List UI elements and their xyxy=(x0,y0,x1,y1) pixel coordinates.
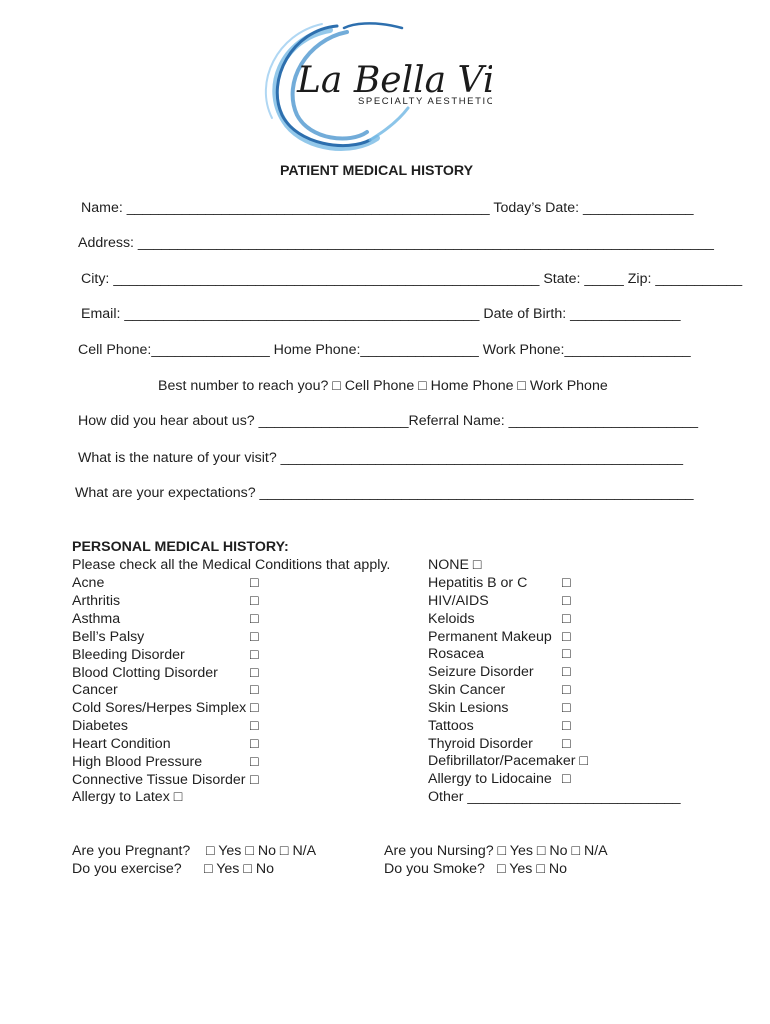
condition-label: Asthma xyxy=(72,610,121,627)
condition-checkbox[interactable]: □ xyxy=(562,717,571,734)
nursing-question[interactable]: Are you Nursing? □ Yes □ No □ N/A xyxy=(384,843,608,859)
condition-checkbox[interactable]: □ xyxy=(250,628,259,645)
condition-label: Thyroid Disorder xyxy=(428,735,533,752)
condition-checkbox[interactable]: □ xyxy=(250,575,259,591)
nature-visit-field[interactable]: What is the nature of your visit? ___________________________________________________ xyxy=(78,450,684,466)
condition-checkbox[interactable]: □ xyxy=(250,592,259,609)
condition-checkbox[interactable]: □ xyxy=(250,700,259,717)
condition-checkbox[interactable]: □ xyxy=(562,682,571,699)
name-date-field[interactable]: Name: ______________________________________________ Today’s Date: ______________ xyxy=(81,200,694,216)
condition-label: Arthritis xyxy=(72,592,121,609)
condition-checkbox[interactable]: □ xyxy=(250,682,259,699)
condition-none[interactable]: NONE □ xyxy=(428,557,482,573)
condition-checkbox[interactable]: □ xyxy=(562,699,571,716)
condition-label: Diabetes xyxy=(72,718,128,735)
condition-checkbox[interactable]: □ xyxy=(562,735,571,752)
pregnant-options[interactable]: □ Yes □ No □ N/A xyxy=(206,843,317,859)
condition-checkbox[interactable]: □ xyxy=(250,771,259,788)
hear-about-field[interactable]: How did you hear about us? ___________________Referral Name: ________________________ xyxy=(78,413,699,429)
condition-label: Hepatitis B or C xyxy=(428,575,528,591)
brand-logo xyxy=(252,20,492,155)
condition-checkbox[interactable]: □ xyxy=(562,592,571,609)
logo-swirl-graphic xyxy=(252,20,492,155)
smoke-options[interactable]: □ Yes □ No xyxy=(497,861,567,877)
condition-label: Connective Tissue Disorder xyxy=(72,771,246,788)
condition-label: HIV/AIDS xyxy=(428,592,489,609)
condition-checkbox[interactable]: □ xyxy=(250,610,259,627)
condition-checkbox[interactable]: □ xyxy=(250,736,259,753)
checkbox[interactable]: □ xyxy=(562,771,571,787)
condition-allergy-latex[interactable]: Allergy to Latex □ xyxy=(72,789,183,805)
condition-label: Bleeding Disorder xyxy=(72,646,185,663)
condition-checkbox[interactable]: □ xyxy=(562,646,571,663)
condition-checkbox[interactable]: □ xyxy=(562,575,571,591)
email-dob-field[interactable]: Email: _____________________________________________ Date of Birth: ______________ xyxy=(81,306,681,322)
condition-label: Bell’s Palsy xyxy=(72,628,145,645)
medical-instruction: Please check all the Medical Conditions that apply. xyxy=(72,557,391,573)
exercise-options[interactable]: □ Yes □ No xyxy=(204,861,274,877)
condition-checkbox[interactable]: □ xyxy=(250,754,259,770)
condition-label: Keloids xyxy=(428,610,475,627)
expectations-field[interactable]: What are your expectations? _______________________________________________________ xyxy=(75,485,694,501)
form-title: PATIENT MEDICAL HISTORY xyxy=(280,163,474,179)
condition-label: Permanent Makeup xyxy=(428,628,552,645)
logo-subtitle: SPECIALTY AESTHETICS xyxy=(358,96,492,107)
condition-label: Acne xyxy=(72,575,105,591)
condition-label: Cold Sores/Herpes Simplex xyxy=(72,700,247,717)
condition-other[interactable]: Other ___________________________ xyxy=(428,789,681,805)
medical-history-heading: PERSONAL MEDICAL HISTORY: xyxy=(72,539,289,555)
condition-label: Rosacea xyxy=(428,646,484,663)
condition-checkbox[interactable]: □ xyxy=(562,664,571,681)
address-field[interactable]: Address: _________________________________________________________________________ xyxy=(78,235,714,251)
condition-label: Blood Clotting Disorder xyxy=(72,664,218,681)
condition-label: Skin Lesions xyxy=(428,699,509,716)
condition-checkbox[interactable]: □ xyxy=(250,664,259,681)
condition-allergy-lidocaine[interactable]: Allergy to Lidocaine xyxy=(428,771,552,787)
condition-checkbox[interactable]: □ xyxy=(562,610,571,627)
city-state-zip-field[interactable]: City: ______________________________________________________ State: _____ Zip: ___________ xyxy=(81,271,743,287)
pregnant-label: Are you Pregnant? xyxy=(72,843,191,859)
condition-checkbox[interactable]: □ xyxy=(562,628,571,645)
condition-label: Skin Cancer xyxy=(428,682,506,699)
condition-checkbox[interactable]: □ xyxy=(250,718,259,735)
condition-label: High Blood Pressure xyxy=(72,754,203,770)
condition-label: Heart Condition xyxy=(72,736,171,753)
logo-name: La Bella Vi xyxy=(297,60,492,101)
condition-label: Tattoos xyxy=(428,717,474,734)
condition-defibrillator[interactable]: Defibrillator/Pacemaker □ xyxy=(428,753,588,769)
exercise-label: Do you exercise? xyxy=(72,861,182,877)
phones-field[interactable]: Cell Phone:_______________ Home Phone:_______________ Work Phone:________________ xyxy=(78,342,691,358)
best-number-field[interactable]: Best number to reach you? □ Cell Phone □ Home Phone □ Work Phone xyxy=(158,378,608,394)
condition-label: Seizure Disorder xyxy=(428,664,534,681)
condition-label: Cancer xyxy=(72,682,118,699)
condition-checkbox[interactable]: □ xyxy=(250,646,259,663)
smoke-label: Do you Smoke? xyxy=(384,861,485,877)
